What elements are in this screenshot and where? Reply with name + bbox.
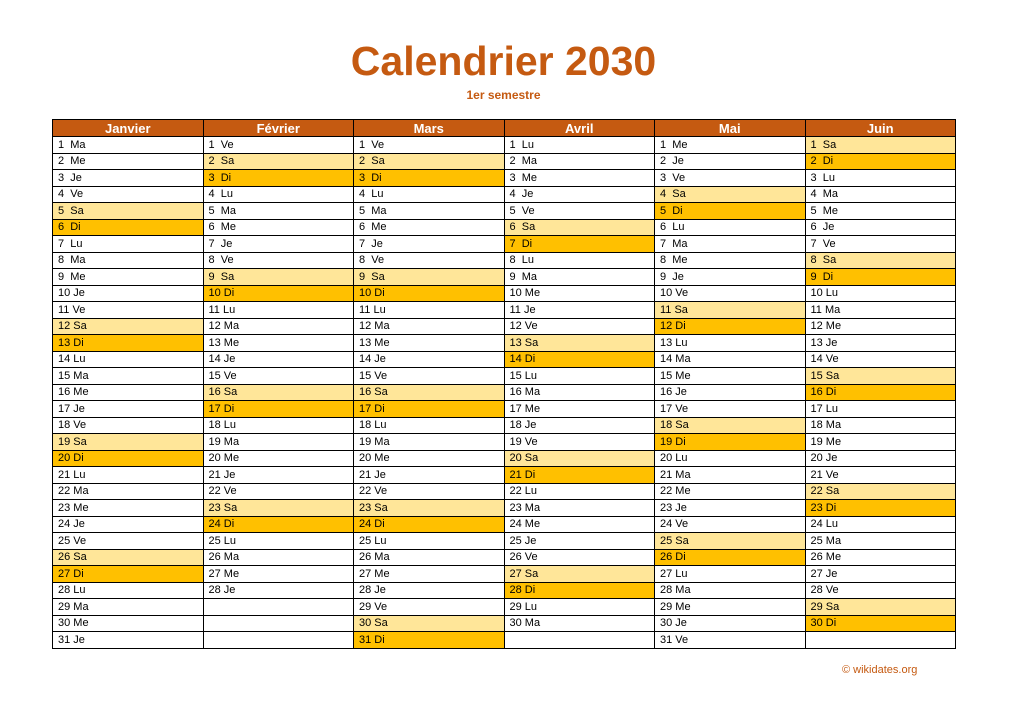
day-row: [53, 467, 956, 484]
day-cell: 11 Ma: [805, 302, 956, 319]
day-cell: 28 Lu: [53, 582, 204, 599]
day-cell: 26 Ma: [203, 549, 354, 566]
day-cell: 13 Di: [53, 335, 204, 352]
day-cell: 8 Sa: [805, 252, 956, 269]
day-cell: 23 Me: [53, 500, 204, 517]
day-cell: 11 Je: [504, 302, 655, 319]
day-cell: 11 Lu: [354, 302, 505, 319]
day-cell: 25 Sa: [655, 533, 806, 550]
day-cell: 20 Lu: [655, 450, 806, 467]
day-cell: 10 Di: [203, 285, 354, 302]
day-cell: 25 Lu: [354, 533, 505, 550]
day-cell: 9 Me: [53, 269, 204, 286]
calendar-table: [52, 119, 956, 649]
day-cell: 9 Sa: [354, 269, 505, 286]
day-cell: 2 Ma: [504, 153, 655, 170]
day-cell: 12 Ma: [354, 318, 505, 335]
day-row: [53, 483, 956, 500]
day-cell: 6 Je: [805, 219, 956, 236]
day-cell: 19 Me: [805, 434, 956, 451]
day-cell: 16 Je: [655, 384, 806, 401]
day-cell: 18 Je: [504, 417, 655, 434]
day-row: [53, 203, 956, 220]
day-row: [53, 368, 956, 385]
day-cell: 5 Me: [805, 203, 956, 220]
day-cell: 19 Ve: [504, 434, 655, 451]
day-cell: 23 Di: [805, 500, 956, 517]
day-cell: 1 Sa: [805, 137, 956, 154]
day-cell: [203, 632, 354, 649]
copyright-notice: © wikidates.org: [842, 664, 918, 676]
day-cell: 19 Ma: [203, 434, 354, 451]
day-cell: 27 Lu: [655, 566, 806, 583]
day-cell: 26 Sa: [53, 549, 204, 566]
day-cell: 18 Lu: [354, 417, 505, 434]
day-cell: 22 Ma: [53, 483, 204, 500]
day-cell: 25 Ma: [805, 533, 956, 550]
month-header-janvier: Janvier: [53, 120, 204, 137]
day-cell: 6 Me: [354, 219, 505, 236]
day-row: [53, 351, 956, 368]
day-cell: 13 Sa: [504, 335, 655, 352]
day-cell: 8 Ve: [354, 252, 505, 269]
day-cell: 10 Je: [53, 285, 204, 302]
day-cell: 3 Di: [354, 170, 505, 187]
day-cell: 28 Je: [354, 582, 505, 599]
day-row: [53, 434, 956, 451]
day-row: [53, 549, 956, 566]
day-cell: 15 Ve: [354, 368, 505, 385]
day-cell: 11 Ve: [53, 302, 204, 319]
day-cell: 12 Di: [655, 318, 806, 335]
day-cell: 2 Sa: [203, 153, 354, 170]
day-row: [53, 236, 956, 253]
day-cell: 31 Ve: [655, 632, 806, 649]
day-cell: 19 Ma: [354, 434, 505, 451]
day-cell: 23 Sa: [354, 500, 505, 517]
day-cell: 24 Di: [203, 516, 354, 533]
day-cell: 31 Di: [354, 632, 505, 649]
day-row: [53, 302, 956, 319]
day-cell: 30 Je: [655, 615, 806, 632]
day-cell: 17 Ve: [655, 401, 806, 418]
day-row: [53, 615, 956, 632]
month-header-mars: Mars: [354, 120, 505, 137]
day-cell: 22 Ve: [354, 483, 505, 500]
day-cell: 21 Lu: [53, 467, 204, 484]
day-cell: 1 Me: [655, 137, 806, 154]
day-cell: 3 Di: [203, 170, 354, 187]
day-cell: 20 Me: [203, 450, 354, 467]
day-cell: 3 Me: [504, 170, 655, 187]
day-cell: 7 Lu: [53, 236, 204, 253]
day-cell: 18 Lu: [203, 417, 354, 434]
day-row: [53, 384, 956, 401]
day-cell: 4 Ma: [805, 186, 956, 203]
day-cell: 21 Ve: [805, 467, 956, 484]
day-cell: 15 Ma: [53, 368, 204, 385]
day-row: [53, 252, 956, 269]
day-cell: 5 Ma: [354, 203, 505, 220]
day-cell: 24 Je: [53, 516, 204, 533]
day-cell: 26 Ma: [354, 549, 505, 566]
day-cell: 9 Ma: [504, 269, 655, 286]
day-cell: 8 Me: [655, 252, 806, 269]
day-cell: 6 Lu: [655, 219, 806, 236]
day-cell: 10 Me: [504, 285, 655, 302]
day-cell: [203, 615, 354, 632]
day-cell: 28 Je: [203, 582, 354, 599]
day-row: [53, 170, 956, 187]
day-cell: 12 Me: [805, 318, 956, 335]
day-cell: 24 Me: [504, 516, 655, 533]
day-cell: 25 Lu: [203, 533, 354, 550]
page-subtitle: 1er semestre: [466, 88, 541, 102]
day-cell: 7 Je: [354, 236, 505, 253]
day-cell: 29 Sa: [805, 599, 956, 616]
day-cell: 21 Ma: [655, 467, 806, 484]
day-row: [53, 533, 956, 550]
day-cell: 12 Ma: [203, 318, 354, 335]
day-cell: 9 Je: [655, 269, 806, 286]
day-cell: 10 Di: [354, 285, 505, 302]
day-cell: 17 Je: [53, 401, 204, 418]
month-header-mai: Mai: [655, 120, 806, 137]
day-cell: 1 Ve: [203, 137, 354, 154]
day-cell: 14 Di: [504, 351, 655, 368]
day-cell: 15 Sa: [805, 368, 956, 385]
day-cell: 11 Sa: [655, 302, 806, 319]
day-cell: 18 Sa: [655, 417, 806, 434]
day-row: [53, 401, 956, 418]
day-cell: 16 Me: [53, 384, 204, 401]
day-cell: 4 Sa: [655, 186, 806, 203]
day-row: [53, 450, 956, 467]
day-cell: 13 Je: [805, 335, 956, 352]
day-cell: 7 Di: [504, 236, 655, 253]
day-cell: 23 Je: [655, 500, 806, 517]
day-cell: 2 Di: [805, 153, 956, 170]
day-cell: 16 Ma: [504, 384, 655, 401]
day-cell: 20 Me: [354, 450, 505, 467]
day-row: [53, 599, 956, 616]
day-cell: 14 Ve: [805, 351, 956, 368]
day-cell: 4 Je: [504, 186, 655, 203]
day-cell: 18 Ma: [805, 417, 956, 434]
day-cell: 5 Di: [655, 203, 806, 220]
day-cell: 22 Lu: [504, 483, 655, 500]
day-cell: 8 Lu: [504, 252, 655, 269]
day-cell: 16 Sa: [203, 384, 354, 401]
day-cell: 9 Sa: [203, 269, 354, 286]
month-header-row: [53, 120, 956, 137]
day-row: [53, 566, 956, 583]
day-cell: 3 Je: [53, 170, 204, 187]
day-cell: 18 Ve: [53, 417, 204, 434]
day-cell: 16 Sa: [354, 384, 505, 401]
day-cell: 10 Lu: [805, 285, 956, 302]
day-cell: 20 Je: [805, 450, 956, 467]
day-cell: 27 Di: [53, 566, 204, 583]
day-cell: 4 Ve: [53, 186, 204, 203]
day-cell: 29 Lu: [504, 599, 655, 616]
day-cell: 12 Ve: [504, 318, 655, 335]
day-cell: 17 Di: [354, 401, 505, 418]
month-header-fevrier: Février: [203, 120, 354, 137]
day-cell: 1 Lu: [504, 137, 655, 154]
day-cell: 14 Je: [354, 351, 505, 368]
month-header-juin: Juin: [805, 120, 956, 137]
day-cell: 1 Ve: [354, 137, 505, 154]
day-cell: 27 Me: [354, 566, 505, 583]
day-cell: 27 Sa: [504, 566, 655, 583]
day-cell: 11 Lu: [203, 302, 354, 319]
day-cell: 24 Ve: [655, 516, 806, 533]
day-row: [53, 137, 956, 154]
day-cell: 5 Ve: [504, 203, 655, 220]
day-cell: 1 Ma: [53, 137, 204, 154]
day-cell: 6 Me: [203, 219, 354, 236]
page-title: Calendrier 2030: [350, 38, 657, 84]
day-cell: 7 Ve: [805, 236, 956, 253]
day-row: [53, 500, 956, 517]
day-cell: 8 Ve: [203, 252, 354, 269]
day-cell: 15 Ve: [203, 368, 354, 385]
day-cell: 22 Me: [655, 483, 806, 500]
day-cell: 22 Sa: [805, 483, 956, 500]
day-cell: 14 Lu: [53, 351, 204, 368]
day-cell: 12 Sa: [53, 318, 204, 335]
day-cell: 3 Lu: [805, 170, 956, 187]
day-row: [53, 318, 956, 335]
day-cell: 3 Ve: [655, 170, 806, 187]
day-cell: 23 Ma: [504, 500, 655, 517]
day-cell: 30 Sa: [354, 615, 505, 632]
day-cell: 29 Ve: [354, 599, 505, 616]
day-cell: 20 Di: [53, 450, 204, 467]
day-cell: 2 Sa: [354, 153, 505, 170]
day-cell: [203, 599, 354, 616]
day-cell: 7 Ma: [655, 236, 806, 253]
day-cell: 31 Je: [53, 632, 204, 649]
day-cell: 29 Ma: [53, 599, 204, 616]
day-cell: 29 Me: [655, 599, 806, 616]
day-cell: 25 Ve: [53, 533, 204, 550]
day-cell: 24 Lu: [805, 516, 956, 533]
calendar-body: [53, 137, 956, 649]
day-cell: 6 Sa: [504, 219, 655, 236]
day-cell: 28 Ma: [655, 582, 806, 599]
day-cell: 8 Ma: [53, 252, 204, 269]
day-cell: 28 Ve: [805, 582, 956, 599]
day-cell: 23 Sa: [203, 500, 354, 517]
day-cell: 27 Me: [203, 566, 354, 583]
day-cell: 10 Ve: [655, 285, 806, 302]
day-cell: 28 Di: [504, 582, 655, 599]
day-cell: 17 Di: [203, 401, 354, 418]
day-cell: 13 Me: [354, 335, 505, 352]
day-row: [53, 153, 956, 170]
day-cell: 2 Je: [655, 153, 806, 170]
day-cell: [805, 632, 956, 649]
day-row: [53, 335, 956, 352]
day-row: [53, 219, 956, 236]
day-cell: 26 Ve: [504, 549, 655, 566]
day-row: [53, 186, 956, 203]
day-cell: 4 Lu: [203, 186, 354, 203]
day-cell: 22 Ve: [203, 483, 354, 500]
day-cell: 13 Me: [203, 335, 354, 352]
day-row: [53, 582, 956, 599]
day-cell: 21 Di: [504, 467, 655, 484]
day-cell: 4 Lu: [354, 186, 505, 203]
day-cell: 26 Di: [655, 549, 806, 566]
day-cell: 30 Di: [805, 615, 956, 632]
day-cell: 9 Di: [805, 269, 956, 286]
day-cell: 15 Lu: [504, 368, 655, 385]
day-cell: 15 Me: [655, 368, 806, 385]
day-row: [53, 417, 956, 434]
day-cell: 5 Ma: [203, 203, 354, 220]
day-cell: 26 Me: [805, 549, 956, 566]
day-cell: 7 Je: [203, 236, 354, 253]
day-row: [53, 285, 956, 302]
day-cell: 27 Je: [805, 566, 956, 583]
day-cell: 2 Me: [53, 153, 204, 170]
day-cell: 30 Ma: [504, 615, 655, 632]
day-cell: 19 Sa: [53, 434, 204, 451]
day-cell: 14 Ma: [655, 351, 806, 368]
day-cell: [504, 632, 655, 649]
day-cell: 17 Me: [504, 401, 655, 418]
day-cell: 14 Je: [203, 351, 354, 368]
day-cell: 17 Lu: [805, 401, 956, 418]
day-cell: 20 Sa: [504, 450, 655, 467]
day-row: [53, 269, 956, 286]
day-cell: 21 Je: [354, 467, 505, 484]
day-cell: 5 Sa: [53, 203, 204, 220]
day-cell: 6 Di: [53, 219, 204, 236]
day-row: [53, 632, 956, 649]
day-cell: 13 Lu: [655, 335, 806, 352]
day-cell: 16 Di: [805, 384, 956, 401]
day-row: [53, 516, 956, 533]
day-cell: 24 Di: [354, 516, 505, 533]
day-cell: 25 Je: [504, 533, 655, 550]
day-cell: 21 Je: [203, 467, 354, 484]
day-cell: 19 Di: [655, 434, 806, 451]
month-header-avril: Avril: [504, 120, 655, 137]
day-cell: 30 Me: [53, 615, 204, 632]
